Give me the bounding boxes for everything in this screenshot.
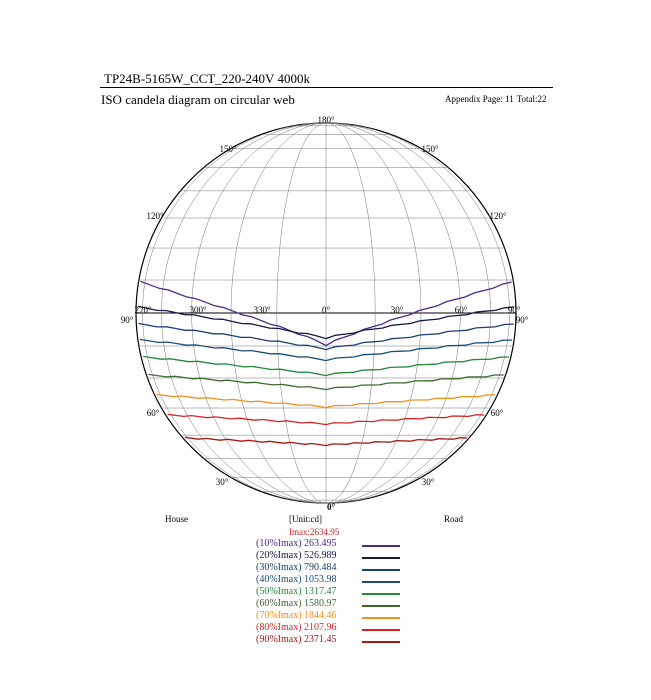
horizon-label-90: 90° [507, 305, 521, 315]
legend-swatch-50 [362, 593, 400, 595]
horizon-label-330: 330° [253, 305, 271, 315]
legend-entry-10: (10%Imax) 263.495 [256, 538, 337, 549]
label-left-30: 30° [215, 477, 229, 487]
label-right-30: 30° [421, 477, 435, 487]
legend-swatch-20 [362, 557, 400, 559]
label-right-60: 60° [490, 408, 504, 418]
legend-swatch-40 [362, 581, 400, 583]
legend-entry-40: (40%Imax) 1053.98 [256, 574, 337, 585]
legend-entry-20: (20%Imax) 526.989 [256, 550, 337, 561]
horizon-label-0: 0° [321, 305, 331, 315]
house-label: House [165, 514, 188, 524]
appendix-total: Total:22 [516, 94, 547, 104]
appendix-page: Appendix Page: 11 [445, 94, 514, 104]
legend-entry-70: (70%Imax) 1844.46 [256, 610, 337, 621]
label-bottom-0: 0° [326, 502, 336, 512]
road-label: Road [444, 514, 463, 524]
label-upper-right-150: 150° [421, 144, 439, 154]
label-left-120: 120° [146, 211, 164, 221]
legend-entry-80: (80%Imax) 2107.96 [256, 622, 337, 633]
label-upper-left-150: 150° [219, 144, 237, 154]
label-left-60: 60° [146, 408, 160, 418]
label-right-90: 90° [515, 315, 529, 325]
legend-swatch-60 [362, 605, 400, 607]
legend-swatch-30 [362, 569, 400, 571]
horizon-label-30: 30° [390, 305, 404, 315]
report-title: TP24B-5165W_CCT_220-240V 4000k [104, 71, 310, 86]
legend-entry-90: (90%Imax) 2371.45 [256, 634, 337, 645]
legend-swatch-70 [362, 617, 400, 619]
legend-entry-60: (60%Imax) 1580.97 [256, 598, 337, 609]
label-right-120: 120° [489, 211, 507, 221]
legend-swatch-10 [362, 545, 400, 547]
legend-imax: Imax:2634.95 [289, 527, 340, 537]
legend-entry-50: (50%Imax) 1317.47 [256, 586, 337, 597]
legend-swatch-80 [362, 629, 400, 631]
legend-unit: [Unit:cd] [289, 514, 322, 524]
diagram-subtitle: ISO candela diagram on circular web [101, 92, 295, 107]
label-top-180: 180° [317, 115, 335, 125]
horizon-label-270: 270° [134, 305, 152, 315]
horizon-label-300: 300° [189, 305, 207, 315]
legend-entry-30: (30%Imax) 790.484 [256, 562, 337, 573]
horizon-label-60: 60° [454, 305, 468, 315]
legend-swatch-90 [362, 641, 400, 643]
label-left-90: 90° [120, 315, 134, 325]
